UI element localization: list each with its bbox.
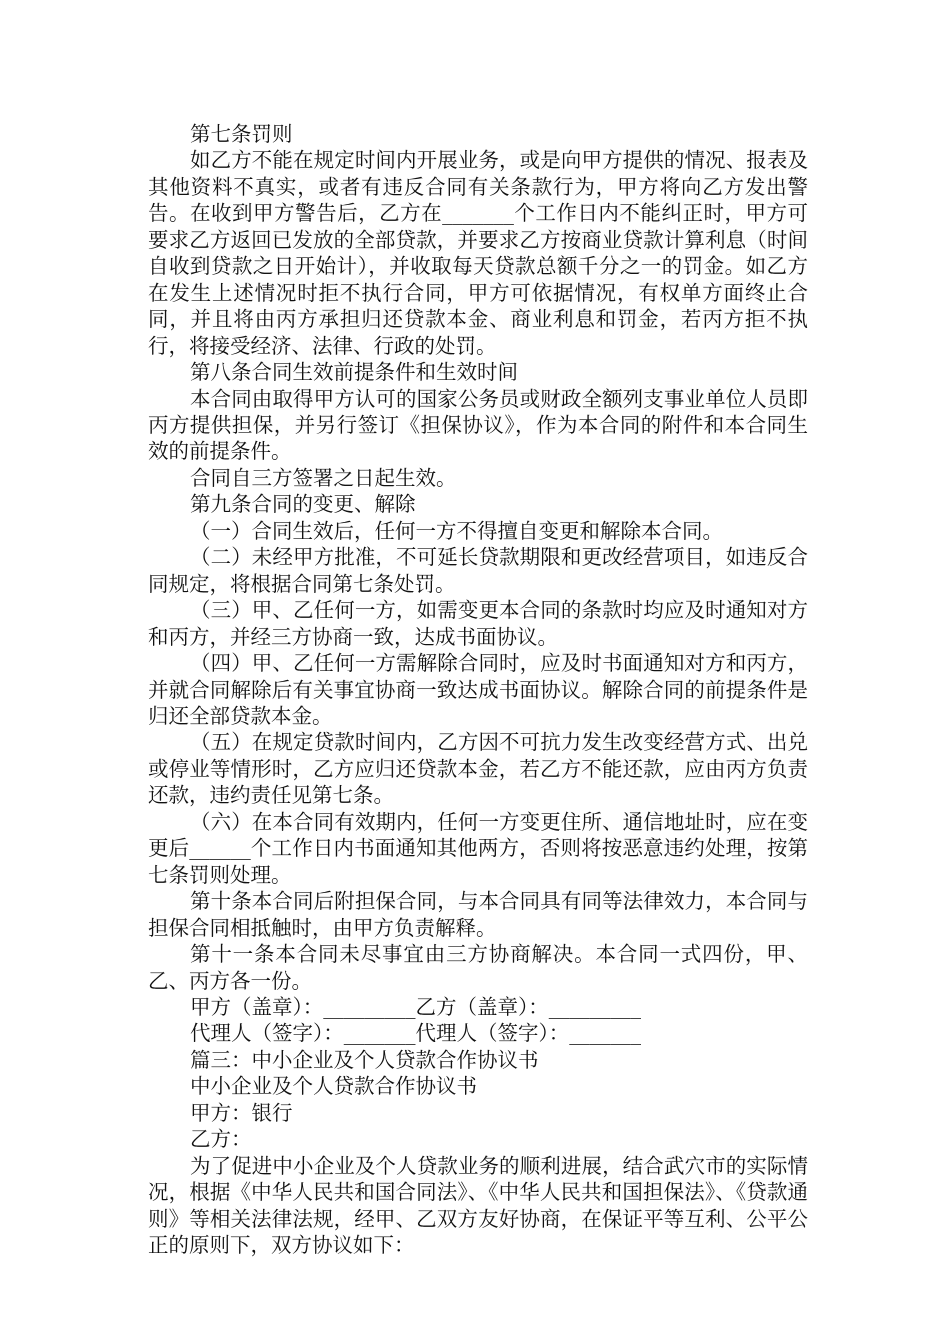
- article-7-text: 如乙方不能在规定时间内开展业务，或是向甲方提供的情况、报表及其他资料不真实，或者有违反合同有关条款行为，甲方将向乙方发出警告。在收到甲方警告后，乙方在_______个工作日内不能纠正时，甲方可要求乙方返回已发放的全部贷款，并要求乙方按商业贷款计算利息（时间自收到贷款之日开始计），并收取每天贷款总额千分之一的罚金。如乙方在发生上述情况时拒不执行合同，甲方可依据情况，有权单方面终止合同，并且将由丙方承担归还贷款本金、商业利息和罚金，若丙方拒不执行，将接受经济、法律、行政的处罚。: [148, 148, 808, 358]
- article-9-item-3: （三）甲、乙任何一方，如需变更本合同的条款时均应及时通知对方和丙方，并经三方协商一致，达成书面协议。: [148, 598, 808, 649]
- article-11-text: 第十一条本合同未尽事宜由三方协商解决。本合同一式四份，甲、乙、丙方各一份。: [148, 942, 808, 993]
- document-body: [148, 121, 808, 1258]
- agreement-title: 中小企业及个人贷款合作协议书: [190, 1074, 477, 1099]
- article-8-heading: 第八条合同生效前提条件和生效时间: [190, 360, 518, 385]
- article-9-item-6: （六）在本合同有效期内，任何一方变更住所、通信地址时，应在变更后______个工作日内书面通知其他两方，否则将按恶意违约处理，按第七条罚则处理。: [148, 809, 808, 887]
- agreement-preamble: 为了促进中小企业及个人贷款业务的顺利进展，结合武穴市的实际情况，根据《中华人民共和国合同法》、《中华人民共和国担保法》、《贷款通则》等相关法律法规，经甲、乙双方友好协商，在保证平等互利、公平公正的原则下，双方协议如下：: [148, 1153, 808, 1258]
- article-9-item-5: （五）在规定贷款时间内，乙方因不可抗力发生改变经营方式、出兑或停业等情形时，乙方应归还贷款本金，若乙方不能还款，应由丙方负责还款，违约责任见第七条。: [148, 730, 808, 808]
- signature-line-agents: 代理人（签字）：_______代理人（签字）：_______: [190, 1021, 641, 1046]
- article-9-heading: 第九条合同的变更、解除: [190, 492, 416, 517]
- signature-line-seals: 甲方（盖章）：_________乙方（盖章）：_________: [190, 994, 641, 1019]
- article-9-item-1: （一）合同生效后，任何一方不得擅自变更和解除本合同。: [190, 518, 723, 543]
- article-7-heading: 第七条罚则: [190, 122, 293, 146]
- party-b-line: 乙方：: [190, 1127, 252, 1152]
- article-8-text: 本合同由取得甲方认可的国家公务员或财政全额列支事业单位人员即丙方提供担保，并另行签订《担保协议》，作为本合同的附件和本合同生效的前提条件。: [148, 386, 808, 464]
- article-10-text: 第十条本合同后附担保合同，与本合同具有同等法律效力，本合同与担保合同相抵触时，由甲方负责解释。: [148, 889, 808, 940]
- article-8-effective: 合同自三方签署之日起生效。: [190, 465, 457, 490]
- section-3-label: 篇三：中小企业及个人贷款合作协议书: [190, 1047, 539, 1072]
- article-9-item-2: （二）未经甲方批准，不可延长贷款期限和更改经营项目，如违反合同规定，将根据合同第七条处罚。: [148, 545, 808, 596]
- article-9-item-4: （四）甲、乙任何一方需解除合同时，应及时书面通知对方和丙方，并就合同解除后有关事宜协商一致达成书面协议。解除合同的前提条件是归还全部贷款本金。: [148, 651, 808, 728]
- party-a-line: 甲方：银行: [190, 1100, 293, 1125]
